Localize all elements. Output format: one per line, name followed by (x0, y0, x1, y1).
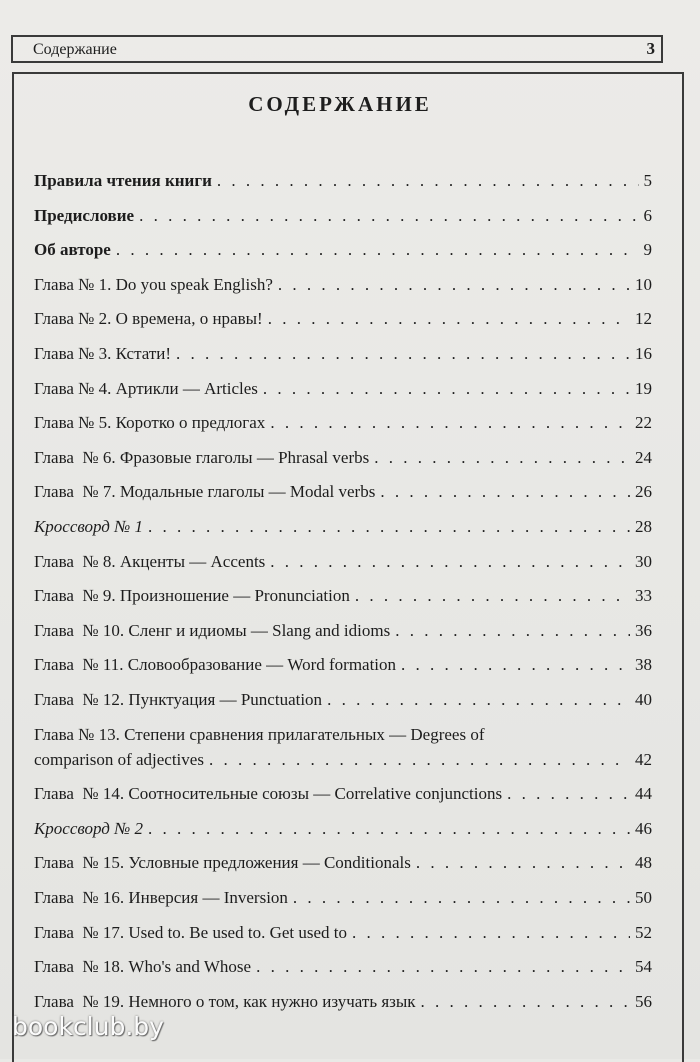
toc-entry-page: 46 (635, 818, 652, 838)
toc-entry-page: 9 (643, 240, 652, 260)
toc-entry-page: 36 (635, 620, 652, 640)
toc-entry-label: Глава № 3. Кстати! (34, 344, 172, 363)
toc-entry (34, 922, 652, 944)
toc-entry (34, 585, 652, 607)
toc-entry-label: Глава № 19. Немного о том, как нужно изучать язык (34, 991, 416, 1011)
toc-entry-page: 30 (635, 551, 652, 571)
dot-leader (278, 274, 630, 296)
toc-entry-page: 50 (635, 888, 652, 907)
toc-entry (34, 170, 652, 192)
toc-entry-label: Глава № 12. Пунктуация — Punctuation (34, 690, 323, 709)
toc-entry (34, 412, 652, 434)
toc-entry-label: Глава № 4. Артикли — Articles (34, 378, 258, 398)
toc-entry-label: Глава № 15. Условные предложения — Conditionals (34, 853, 411, 873)
toc-entry-page: 52 (635, 922, 652, 942)
dot-leader (268, 308, 630, 330)
toc-entry-page: 22 (635, 413, 652, 433)
toc-entry-page: 33 (635, 586, 652, 606)
toc-entry (34, 308, 652, 330)
toc-entry (34, 343, 652, 365)
toc-entry-label: Глава № 5. Коротко о предлогах (34, 413, 266, 433)
toc-entry (34, 274, 652, 296)
running-header-page-number: 3 (646, 39, 655, 58)
toc-entry-page: 48 (635, 853, 652, 873)
toc-entry-label: Об авторе (34, 240, 111, 260)
dot-leader (263, 378, 630, 400)
toc-entry-label: Глава № 17. Used to. Be used to. Get used to (34, 922, 348, 942)
toc-entry-page: 5 (643, 171, 652, 190)
running-header (11, 35, 663, 63)
toc-entry-page: 44 (635, 784, 652, 804)
toc-entry (34, 852, 652, 874)
watermark: bookclub.by (12, 1012, 164, 1041)
toc-entry (34, 620, 652, 642)
dot-leader (395, 620, 630, 642)
dot-leader (327, 689, 630, 711)
toc-entry (34, 239, 652, 261)
toc-entry (34, 551, 652, 573)
toc-entry-page: 26 (635, 482, 652, 502)
dot-leader (293, 887, 630, 909)
toc-entry (34, 783, 652, 805)
toc-entry (34, 654, 652, 676)
toc-entry-label: Глава № 18. Who's and Whose (34, 957, 252, 977)
toc-entry (34, 689, 652, 711)
toc-entry-label: Глава № 16. Инверсия — Inversion (34, 888, 288, 907)
toc-entry-label: Глава № 1. Do you speak English? (34, 274, 273, 294)
toc-entry-page: 42 (635, 749, 652, 769)
toc-entry (34, 818, 652, 840)
dot-leader (139, 205, 638, 227)
toc-entry-label: Глава № 7. Модальные глаголы — Modal verbs (34, 482, 376, 502)
toc-entry-label: Правила чтения книги (34, 171, 212, 190)
toc-entry-page: 56 (635, 991, 652, 1011)
running-header-title: Содержание (33, 41, 117, 58)
dot-leader (374, 447, 630, 469)
toc-entry-page: 6 (643, 205, 652, 225)
toc-entry (34, 516, 652, 538)
toc-entry-page: 10 (635, 274, 652, 294)
toc-entry-label: Предисловие (34, 205, 135, 225)
dot-leader (270, 412, 630, 434)
dot-leader (380, 481, 630, 503)
dot-leader (507, 783, 630, 805)
toc-entry (34, 991, 652, 1013)
dot-leader (209, 749, 630, 771)
toc-entry-page: 12 (635, 309, 652, 329)
toc-entry-label: Глава № 13. Степени сравнения прилагательных — Degrees of (34, 724, 485, 744)
dot-leader (355, 585, 630, 607)
toc-entry-label: Глава № 8. Акценты — Accents (34, 551, 266, 571)
toc-entry-page: 54 (635, 957, 652, 977)
dot-leader (401, 654, 630, 676)
toc-entry-label: Кроссворд № 1 (34, 517, 143, 536)
dot-leader (148, 516, 630, 538)
dot-leader (148, 818, 630, 840)
dot-leader (176, 343, 630, 365)
toc-entry-page: 19 (635, 378, 652, 398)
toc-entry (34, 887, 652, 909)
toc-entry-page: 16 (635, 344, 652, 363)
toc-entry (34, 724, 652, 771)
toc-entry-label: Глава № 11. Словообразование — Word formation (34, 655, 397, 675)
dot-leader (421, 991, 630, 1013)
toc-entry (34, 481, 652, 503)
toc-entry-page: 40 (635, 690, 652, 709)
toc-entry (34, 956, 652, 978)
page-title: СОДЕРЖАНИЕ (248, 92, 432, 116)
toc-entry (34, 447, 652, 469)
dot-leader (270, 551, 630, 573)
toc-entry-label: Глава № 9. Произношение — Pronunciation (34, 586, 350, 606)
dot-leader (352, 922, 630, 944)
toc-entry-label: Глава № 10. Сленг и идиомы — Slang and idioms (34, 620, 391, 640)
dot-leader (256, 956, 630, 978)
toc-entry-page: 38 (635, 655, 652, 675)
toc-entry-page: 28 (635, 517, 652, 536)
toc-entry (34, 205, 652, 227)
toc-entry-page: 24 (635, 447, 652, 467)
toc-entry-label: Глава № 2. О времена, о нравы! (34, 309, 263, 329)
toc-entry (34, 378, 652, 400)
toc-entry-label: Глава № 6. Фразовые глаголы — Phrasal verbs (34, 447, 370, 467)
dot-leader (217, 170, 639, 192)
toc-entry-label: Глава № 14. Соотносительные союзы — Correlative conjunctions (34, 784, 503, 804)
dot-leader (116, 239, 639, 261)
toc-entry-label: Кроссворд № 2 (34, 818, 143, 838)
toc-entry-label-continued: comparison of adjectives (34, 749, 204, 769)
dot-leader (416, 852, 630, 874)
